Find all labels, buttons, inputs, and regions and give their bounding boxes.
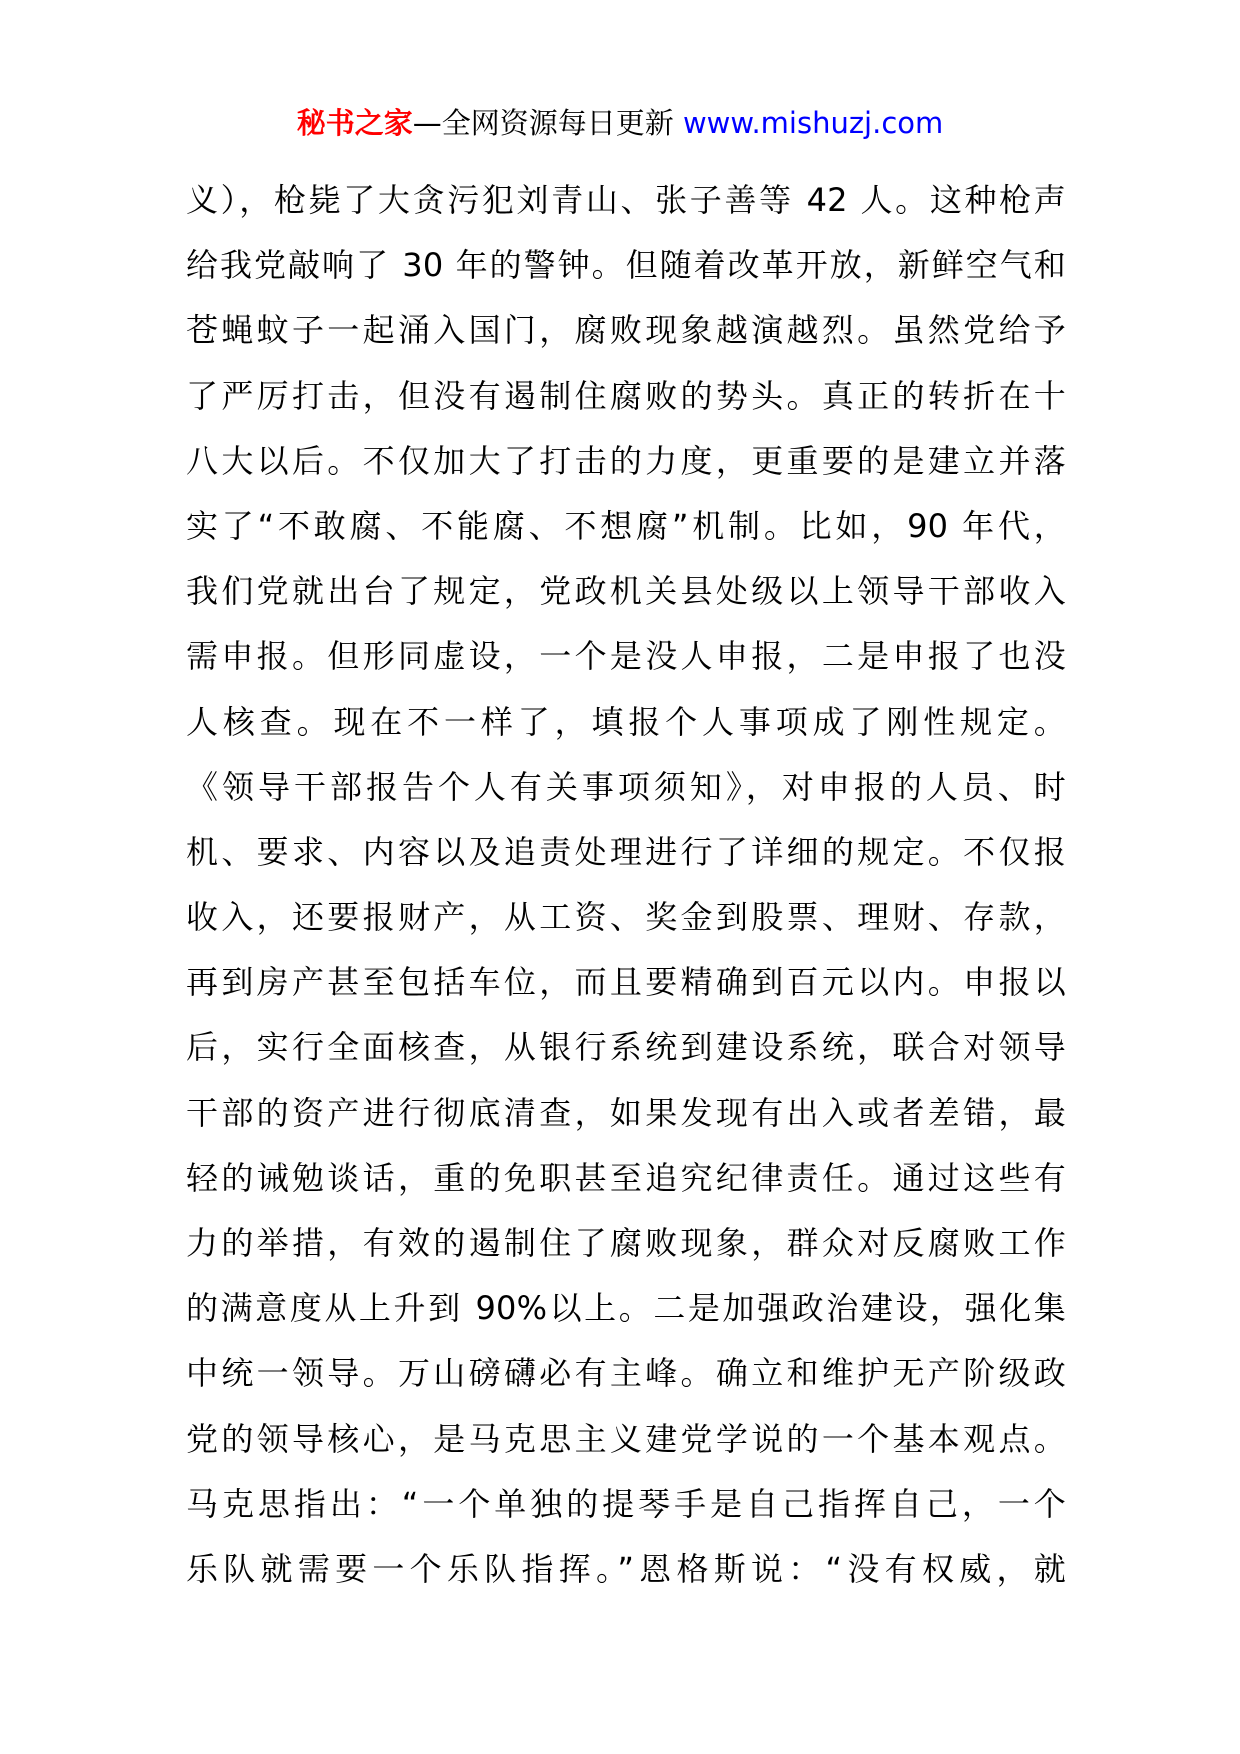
- body-line: 乐队就需要一个乐队指挥。”恩格斯说：“没有权威，就: [186, 1549, 1066, 1588]
- body-line: 马克思指出：“一个单独的提琴手是自己指挥自己，一个: [186, 1484, 1066, 1523]
- body-line: 苍蝇蚊子一起涌入国门，腐败现象越演越烈。虽然党给予: [186, 311, 1066, 350]
- body-line: 干部的资产进行彻底清查，如果发现有出入或者差错，最: [186, 1093, 1066, 1132]
- body-line: 党的领导核心，是马克思主义建党学说的一个基本观点。: [186, 1419, 1066, 1458]
- body-line: 我们党就出台了规定，党政机关县处级以上领导干部收入: [186, 572, 1066, 611]
- body-line: 八大以后。不仅加大了打击的力度，更重要的是建立并落: [186, 441, 1066, 480]
- body-line: 了严厉打击，但没有遏制住腐败的势头。真正的转折在十: [186, 376, 1066, 415]
- body-line: 力的举措，有效的遏制住了腐败现象，群众对反腐败工作: [186, 1224, 1066, 1262]
- body-line: 中统一领导。万山磅礴必有主峰。确立和维护无产阶级政: [186, 1354, 1066, 1393]
- body-line: 需申报。但形同虚设，一个是没人申报，二是申报了也没: [186, 637, 1066, 676]
- document-body: [186, 168, 1066, 1602]
- body-line: 再到房产甚至包括车位，而且要精确到百元以内。申报以: [186, 963, 1066, 1002]
- body-line: 后，实行全面核查，从银行系统到建设系统，联合对领导: [186, 1028, 1066, 1067]
- body-line: 收入，还要报财产，从工资、奖金到股票、理财、存款，: [186, 898, 1066, 937]
- header-tagline: —全网资源每日更新: [412, 106, 683, 140]
- site-url-link[interactable]: www.mishuzj.com: [682, 106, 944, 140]
- body-line: 轻的诫勉谈话，重的免职甚至追究纪律责任。通过这些有: [186, 1158, 1066, 1197]
- brand-name: 秘书之家: [296, 106, 413, 140]
- body-line: 的满意度从上升到 90%以上。二是加强政治建设，强化集: [186, 1289, 1066, 1328]
- body-line: 实了“不敢腐、不能腐、不想腐”机制。比如，90 年代，: [186, 506, 1066, 545]
- body-line: 《领导干部报告个人有关事项须知》，对申报的人员、时: [186, 767, 1066, 806]
- body-line: 机、要求、内容以及追责处理进行了详细的规定。不仅报: [186, 832, 1066, 871]
- body-line: 人核查。现在不一样了，填报个人事项成了刚性规定。: [186, 702, 1066, 741]
- body-line: 义），枪毙了大贪污犯刘青山、张子善等 42 人。这种枪声: [186, 181, 1066, 219]
- body-line: 给我党敲响了 30 年的警钟。但随着改革开放，新鲜空气和: [186, 246, 1066, 285]
- page-header: [0, 103, 1240, 143]
